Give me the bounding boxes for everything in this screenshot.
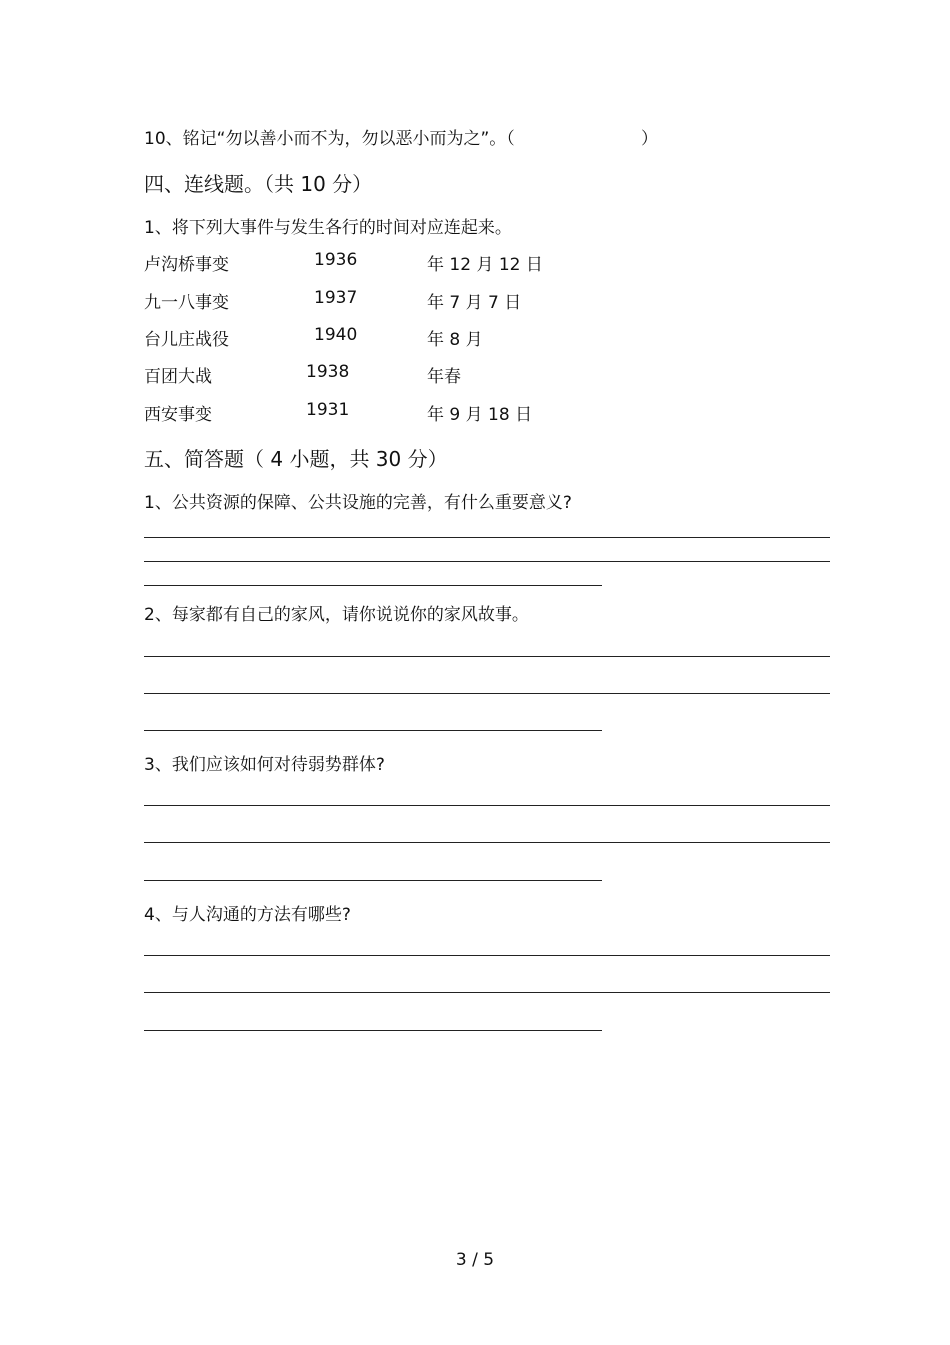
- answer-line: [144, 585, 602, 586]
- answer-line: [144, 805, 830, 806]
- event-cell: 百团大战: [144, 367, 212, 387]
- year-cell: 1940: [314, 325, 358, 345]
- date-cell: 年 8 月: [427, 330, 483, 350]
- section-5-heading: 五、简答题（ 4 小题，共 30 分）: [144, 447, 448, 471]
- answer-line: [144, 656, 830, 657]
- event-cell: 台儿庄战役: [144, 330, 229, 350]
- short-answer-question-2: 2、每家都有自己的家风，请你说说你的家风故事。: [144, 605, 529, 625]
- answer-line: [144, 1030, 602, 1031]
- answer-line: [144, 992, 830, 993]
- date-cell: 年 12 月 12 日: [427, 255, 543, 275]
- answer-line: [144, 842, 830, 843]
- answer-line: [144, 537, 830, 538]
- year-cell: 1937: [314, 288, 358, 308]
- short-answer-question-3: 3、我们应该如何对待弱势群体?: [144, 755, 385, 775]
- event-cell: 卢沟桥事变: [144, 255, 229, 275]
- page-number: 3 / 5: [455, 1250, 495, 1270]
- short-answer-question-4: 4、与人沟通的方法有哪些?: [144, 905, 351, 925]
- answer-line: [144, 561, 830, 562]
- date-cell: 年春: [427, 367, 461, 387]
- section-4-question-1: 1、将下列大事件与发生各行的时间对应连起来。: [144, 218, 512, 238]
- answer-line: [144, 730, 602, 731]
- event-cell: 九一八事变: [144, 293, 229, 313]
- year-cell: 1938: [306, 362, 350, 382]
- section-4-heading: 四、连线题。（共 10 分）: [144, 172, 373, 196]
- answer-line: [144, 693, 830, 694]
- event-cell: 西安事变: [144, 405, 212, 425]
- judgement-item-10: 10、铭记“勿以善小而不为，勿以恶小而为之”。（: [144, 129, 515, 149]
- year-cell: 1936: [314, 250, 358, 270]
- answer-line: [144, 880, 602, 881]
- answer-line: [144, 955, 830, 956]
- judgement-item-10-answer-close: ）: [641, 129, 658, 149]
- short-answer-question-1: 1、公共资源的保障、公共设施的完善，有什么重要意义?: [144, 493, 572, 513]
- date-cell: 年 7 月 7 日: [427, 293, 522, 313]
- date-cell: 年 9 月 18 日: [427, 405, 533, 425]
- year-cell: 1931: [306, 400, 350, 420]
